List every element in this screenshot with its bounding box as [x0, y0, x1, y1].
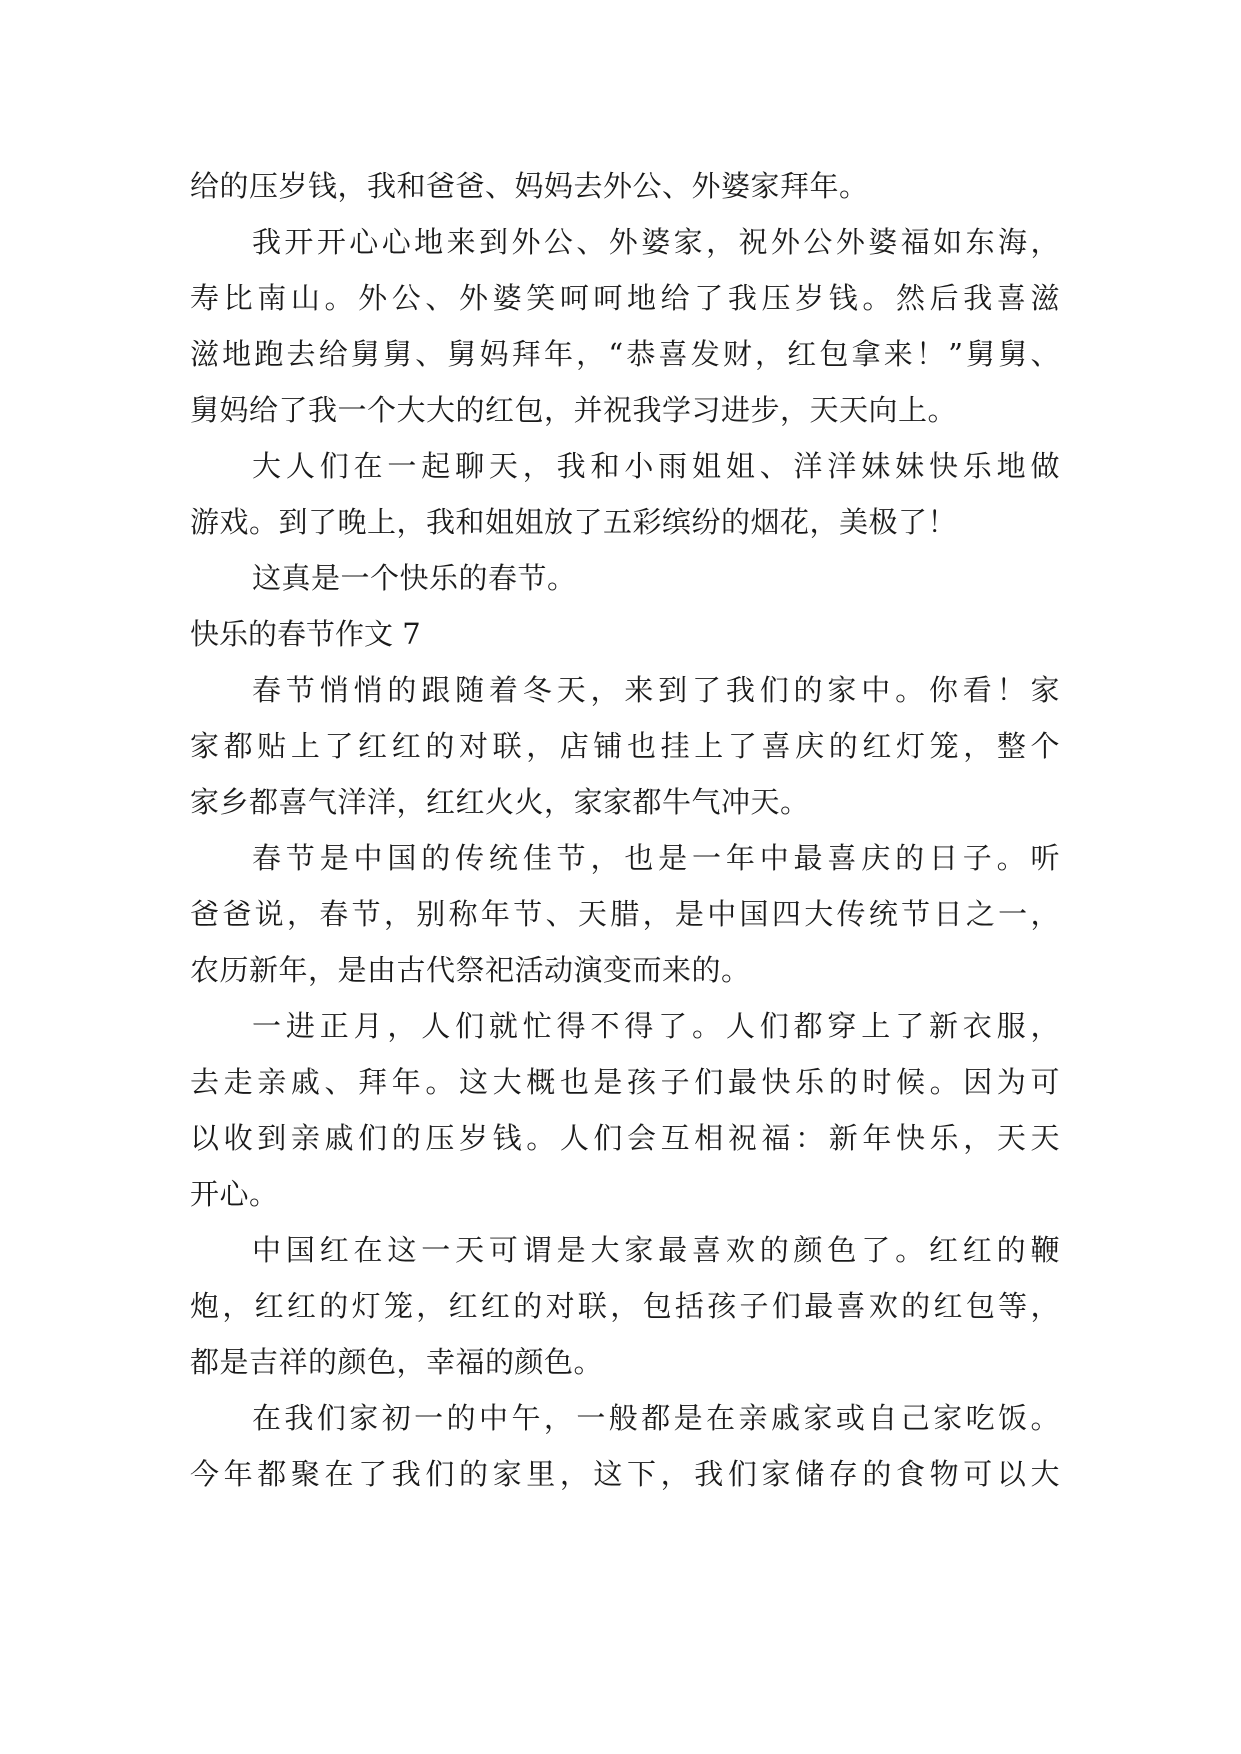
section-heading: 快乐的春节作文 7: [190, 617, 421, 651]
text-line: 家都贴上了红红的对联，店铺也挂上了喜庆的红灯笼，整个: [190, 729, 1060, 763]
document-body: [190, 158, 1060, 1502]
text-line: 给的压岁钱，我和爸爸、妈妈去外公、外婆家拜年。: [190, 169, 869, 203]
paragraph-first-line: 大人们在一起聊天，我和小雨姐姐、洋洋妹妹快乐地做: [252, 449, 1060, 483]
text-line: 炮，红红的灯笼，红红的对联，包括孩子们最喜欢的红包等，: [190, 1289, 1060, 1323]
text-line: 舅妈给了我一个大大的红包，并祝我学习进步，天天向上。: [190, 393, 958, 427]
text-line: 滋地跑去给舅舅、舅妈拜年，“恭喜发财，红包拿来！”舅舅、: [190, 337, 1060, 371]
text-line: 以收到亲戚们的压岁钱。人们会互相祝福：新年快乐，天天: [190, 1121, 1060, 1155]
paragraph-first-line: 春节悄悄的跟随着冬天，来到了我们的家中。你看！家: [252, 673, 1060, 707]
text-line: 寿比南山。外公、外婆笑呵呵地给了我压岁钱。然后我喜滋: [190, 281, 1060, 315]
text-line: 农历新年，是由古代祭祀活动演变而来的。: [190, 953, 751, 987]
paragraph-first-line: 一进正月，人们就忙得不得了。人们都穿上了新衣服，: [252, 1009, 1060, 1043]
text-line: 去走亲戚、拜年。这大概也是孩子们最快乐的时候。因为可: [190, 1065, 1060, 1099]
text-line: 游戏。到了晚上，我和姐姐放了五彩缤纷的烟花，美极了！: [190, 505, 958, 539]
paragraph-first-line: 我开开心心地来到外公、外婆家，祝外公外婆福如东海，: [252, 225, 1060, 259]
paragraph-first-line: 春节是中国的传统佳节，也是一年中最喜庆的日子。听: [252, 841, 1060, 875]
text-line: 家乡都喜气洋洋，红红火火，家家都牛气冲天。: [190, 785, 810, 819]
paragraph-first-line: 在我们家初一的中午，一般都是在亲戚家或自己家吃饭。: [252, 1401, 1060, 1435]
paragraph-first-line: 这真是一个快乐的春节。: [252, 561, 577, 595]
paragraph-first-line: 中国红在这一天可谓是大家最喜欢的颜色了。红红的鞭: [252, 1233, 1060, 1267]
text-line: 爸爸说，春节，别称年节、天腊，是中国四大传统节日之一，: [190, 897, 1060, 931]
text-line: 今年都聚在了我们的家里，这下，我们家储存的食物可以大: [190, 1457, 1060, 1491]
text-line: 都是吉祥的颜色，幸福的颜色。: [190, 1345, 604, 1379]
text-line: 开心。: [190, 1177, 279, 1211]
